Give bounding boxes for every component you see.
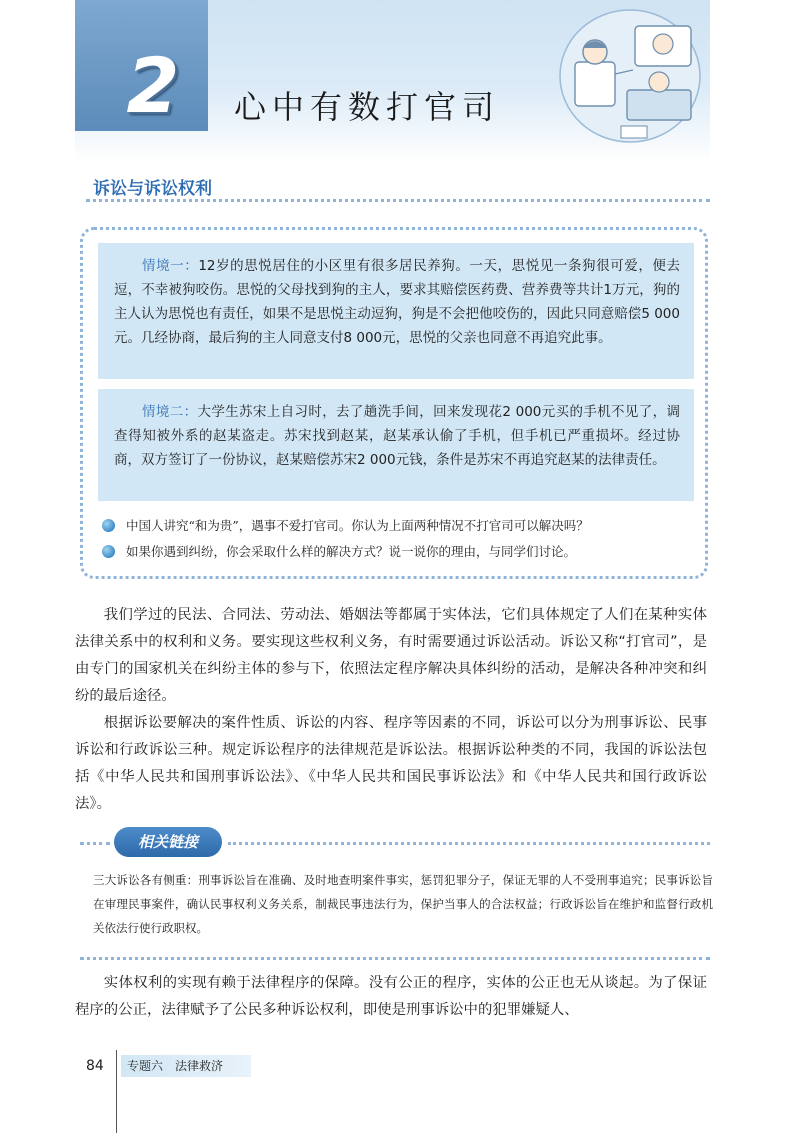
body-text xyxy=(75,602,707,818)
case-1-text: 12岁的思悦居住的小区里有很多居民养狗。一天，思悦见一条狗很可爱，便去逗，不幸被狗咬伤。思悦的父母找到狗的主人，要求其赔偿医药费、营养费等共计1万元，狗的主人认为思悦也有责任，如果不是思悦主动逗狗，狗是不会把他咬伤的，因此只同意赔偿5 000元。几经协商，最后狗的主人同意支付8 000元，思悦的父亲也同意不再追究此事。 xyxy=(114,258,680,346)
question-1-text: 中国人讲究“和为贵”，遇事不爱打官司。你认为上面两种情况不打官司可以解决吗？ xyxy=(126,518,589,533)
related-link-label: 相关链接 xyxy=(114,827,222,857)
courtroom-illustration xyxy=(555,4,705,152)
question-bullet-icon xyxy=(102,545,115,558)
body-paragraph: 我们学过的民法、合同法、劳动法、婚姻法等都属于实体法，它们具体规定了人们在某种实体法律关系中的权利和义务。要实现这些权利义务，有时需要通过诉讼活动。诉讼又称“打官司”，是由专门的国家机关在纠纷主体的参与下，依照法定程序解决具体纠纷的活动，是解决各种冲突和纠纷的最后途径。 xyxy=(75,607,707,704)
case-box-1 xyxy=(98,243,694,379)
link-divider-right xyxy=(228,842,710,845)
topic-tag: 专题六 法律救济 xyxy=(121,1055,251,1077)
question-1 xyxy=(126,516,716,536)
closing-paragraph: 实体权利的实现有赖于法律程序的保障。没有公正的程序，实体的公正也无从谈起。为了保证程序的公正，法律赋予了公民多种诉讼权利，即使是刑事诉讼中的犯罪嫌疑人、 xyxy=(75,975,707,1018)
link-divider-left xyxy=(80,842,110,845)
chapter-title: 心中有数打官司 xyxy=(234,88,501,126)
question-bullet-icon xyxy=(102,519,115,532)
case-2-text: 大学生苏宋上自习时，去了趟洗手间，回来发现花2 000元买的手机不见了，调查得知被外系的赵某盗走。苏宋找到赵某，赵某承认偷了手机，但手机已严重损坏。经过协商，双方签订了一份协议，赵某赔偿苏宋2 000元钱，条件是苏宋不再追究赵某的法律责任。 xyxy=(114,404,681,468)
footer-rule xyxy=(116,1050,117,1133)
body-paragraph: 根据诉讼要解决的案件性质、诉讼的内容、程序等因素的不同，诉讼可以分为刑事诉讼、民事诉讼和行政诉讼三种。规定诉讼程序的法律规范是诉讼法。根据诉讼种类的不同，我国的诉讼法包括《中华人民共和国刑事诉讼法》、《中华人民共和国民事诉讼法》和《中华人民共和国行政诉讼法》。 xyxy=(75,715,707,812)
question-2 xyxy=(126,542,716,562)
question-2-text: 如果你遇到纠纷，你会采取什么样的解决方式？说一说你的理由，与同学们讨论。 xyxy=(126,544,577,559)
link-divider-bottom xyxy=(80,957,710,960)
closing-text xyxy=(75,970,707,1024)
case-2-lead: 情境二： xyxy=(142,404,198,420)
chapter-number: 2 xyxy=(126,41,180,130)
case-1-lead: 情境一： xyxy=(142,258,199,274)
section-title: 诉讼与诉讼权利 xyxy=(93,179,212,199)
page-number: 84 xyxy=(86,1058,104,1074)
case-box-2 xyxy=(98,389,694,501)
related-link-text: 三大诉讼各有侧重：刑事诉讼旨在准确、及时地查明案件事实，惩罚犯罪分子，保证无罪的人不受刑事追究；民事诉讼旨在审理民事案件，确认民事权利义务关系，制裁民事违法行为，保护当事人的合法权益；行政诉讼旨在维护和监督行政机关依法行使行政职权。 xyxy=(93,873,713,935)
section-divider xyxy=(86,199,710,202)
